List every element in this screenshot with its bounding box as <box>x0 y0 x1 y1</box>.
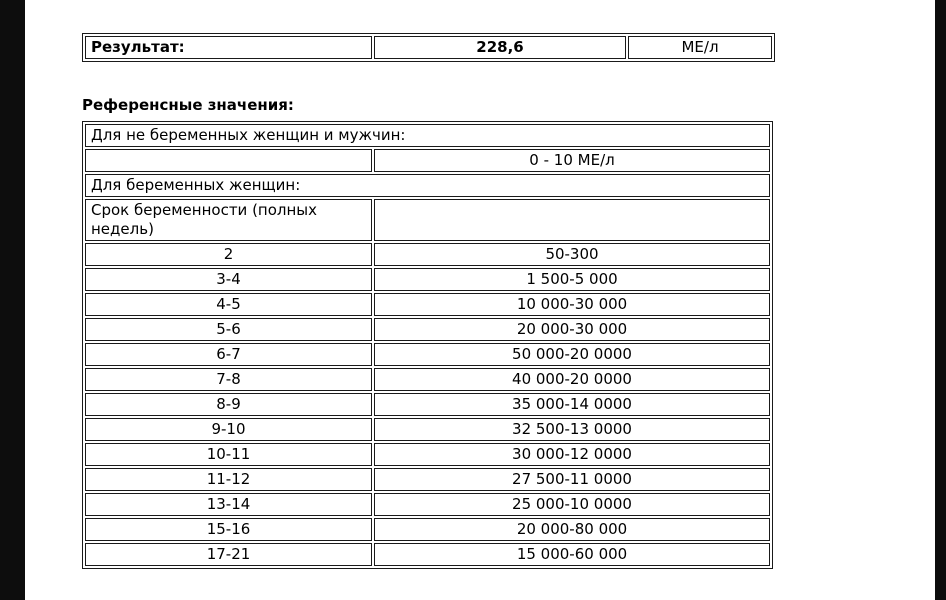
result-label: Результат: <box>85 36 372 59</box>
reference-table <box>82 121 773 569</box>
table-row <box>85 293 770 316</box>
weeks-header-cell <box>85 199 372 241</box>
document-content <box>25 0 935 569</box>
range-cell: 15 000-60 000 <box>374 543 770 566</box>
empty-cell <box>374 199 770 241</box>
pregnant-label: Для беременных женщин: <box>85 174 770 197</box>
range-cell: 27 500-11 0000 <box>374 468 770 491</box>
range-cell: 10 000-30 000 <box>374 293 770 316</box>
table-row <box>85 149 770 172</box>
table-row <box>85 468 770 491</box>
weeks-cell: 7-8 <box>85 368 372 391</box>
result-value: 228,6 <box>374 36 626 59</box>
table-row <box>85 343 770 366</box>
table-row <box>85 199 770 241</box>
table-row <box>85 393 770 416</box>
table-row <box>85 418 770 441</box>
weeks-cell: 3-4 <box>85 268 372 291</box>
non-pregnant-value: 0 - 10 МЕ/л <box>374 149 770 172</box>
weeks-cell: 10-11 <box>85 443 372 466</box>
range-cell: 35 000-14 0000 <box>374 393 770 416</box>
table-row <box>85 174 770 197</box>
non-pregnant-label: Для не беременных женщин и мужчин: <box>85 124 770 147</box>
table-row <box>85 493 770 516</box>
table-row <box>85 318 770 341</box>
result-table <box>82 33 775 62</box>
range-cell: 30 000-12 0000 <box>374 443 770 466</box>
table-row <box>85 368 770 391</box>
range-cell: 50 000-20 0000 <box>374 343 770 366</box>
table-row <box>85 124 770 147</box>
table-row <box>85 543 770 566</box>
weeks-cell: 15-16 <box>85 518 372 541</box>
result-row <box>85 36 772 59</box>
right-dark-edge <box>935 0 946 600</box>
weeks-cell: 4-5 <box>85 293 372 316</box>
weeks-cell: 9-10 <box>85 418 372 441</box>
weeks-header-text: Срок беременности (полных недель) <box>91 201 318 238</box>
weeks-cell: 8-9 <box>85 393 372 416</box>
range-cell: 32 500-13 0000 <box>374 418 770 441</box>
table-row <box>85 443 770 466</box>
weeks-cell: 5-6 <box>85 318 372 341</box>
weeks-cell: 2 <box>85 243 372 266</box>
weeks-cell: 6-7 <box>85 343 372 366</box>
empty-cell <box>85 149 372 172</box>
range-cell: 1 500-5 000 <box>374 268 770 291</box>
range-cell: 20 000-80 000 <box>374 518 770 541</box>
range-cell: 40 000-20 0000 <box>374 368 770 391</box>
weeks-cell: 13-14 <box>85 493 372 516</box>
weeks-cell: 17-21 <box>85 543 372 566</box>
reference-heading: Референсные значения: <box>82 96 294 114</box>
table-row <box>85 243 770 266</box>
table-row <box>85 268 770 291</box>
range-cell: 50-300 <box>374 243 770 266</box>
range-cell: 25 000-10 0000 <box>374 493 770 516</box>
result-unit: МЕ/л <box>628 36 772 59</box>
weeks-cell: 11-12 <box>85 468 372 491</box>
left-dark-edge <box>0 0 25 600</box>
document-page <box>25 0 935 600</box>
table-row <box>85 518 770 541</box>
range-cell: 20 000-30 000 <box>374 318 770 341</box>
